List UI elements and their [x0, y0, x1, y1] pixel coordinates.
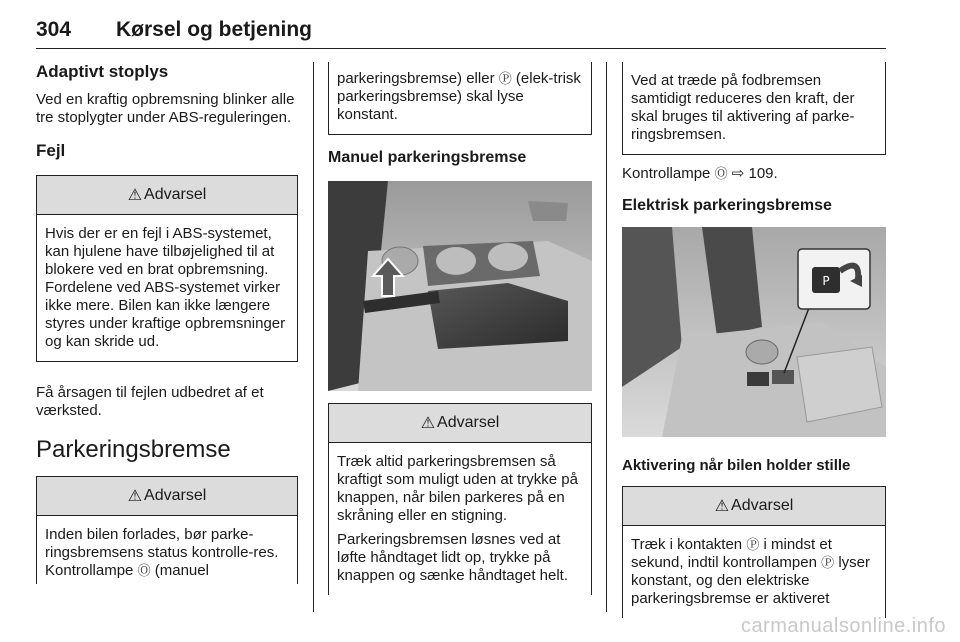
warning-triangle-icon: ⚠ [420, 415, 436, 432]
brake-warning-lamp-icon: Ⓞ [714, 166, 728, 181]
warning-title: Advarsel [144, 487, 207, 504]
warning-title: Advarsel [144, 186, 207, 203]
page-reference-arrow-icon: ⇨ [731, 165, 745, 182]
parking-brake-lamp-icon: Ⓟ [746, 537, 760, 552]
column-3 [622, 62, 886, 618]
heading-fault: Fejl [36, 141, 66, 160]
watermark: carmanualsonline.info [740, 615, 946, 637]
page-number: 304 [36, 18, 72, 41]
warning-box-manual-brake [328, 403, 592, 595]
warning-box-continued [328, 62, 592, 135]
warning-body: Hvis der er en fejl i ABS-systemet, kan hjulene have tilbøjelighed til at blokere ved en brat opbremsning. Fordelene ved ABS-systemet virker ikke mere. Bilen kan ikke længere styres under kraftige opbremsninger og kan skride ud. [45, 225, 286, 350]
paragraph-indicator-ref: Kontrollampe Ⓞ ⇨ 109. [622, 165, 778, 182]
electric-brake-switch-illustration [622, 227, 886, 437]
heading-parking-brake: Parkeringsbremse [36, 436, 231, 463]
parking-switch-symbol-icon: P [822, 274, 830, 288]
warning-title: Advarsel [437, 414, 500, 431]
warning-body: Inden bilen forlades, bør parke-ringsbremsens status kontrolle-res. Kontrollampe Ⓞ (manuel [45, 526, 279, 579]
warning-title: Advarsel [731, 497, 794, 514]
warning-body: Ved at træde på fodbremsen samtidigt reduceres den kraft, der skal bruges til aktivering af parke-ringsbremsen. [631, 72, 855, 143]
page-header [36, 12, 886, 49]
warning-header [37, 477, 297, 516]
warning-body: parkeringsbremse) eller Ⓟ (elek-trisk parkeringsbremse) skal lyse konstant. [337, 70, 581, 123]
warning-box-parking-check [36, 476, 298, 584]
warning-box-continued [622, 62, 886, 155]
column-1 [36, 62, 298, 584]
heading-manual-parking-brake: Manuel parkeringsbremse [328, 149, 527, 166]
warning-header [329, 404, 591, 443]
warning-header [37, 176, 297, 215]
column-2 [328, 62, 592, 595]
warning-triangle-icon: ⚠ [127, 488, 143, 505]
paragraph-adaptive: Ved en kraftig opbremsning blinker alle tre stoplygter under ABS-reguleringen. [36, 91, 295, 126]
warning-triangle-icon: ⚠ [714, 498, 730, 515]
warning-header [623, 487, 885, 526]
manual-handbrake-illustration [328, 181, 592, 391]
warning-triangle-icon: ⚠ [127, 187, 143, 204]
brake-warning-lamp-icon: Ⓞ [137, 563, 151, 578]
heading-activation-standstill: Aktivering når bilen holder stille [622, 457, 851, 474]
warning-box-abs [36, 175, 298, 362]
column-divider [606, 62, 607, 612]
heading-electric-parking-brake: Elektrisk parkeringsbremse [622, 197, 832, 214]
column-divider [313, 62, 314, 612]
electric-brake-photo [622, 227, 886, 437]
parking-brake-lamp-icon: Ⓟ [498, 71, 512, 86]
warning-box-electric-brake [622, 486, 886, 618]
manual-brake-photo [328, 181, 592, 391]
warning-body: Træk i kontakten Ⓟ i mindst et sekund, indtil kontrollampen Ⓟ lyser konstant, og den elektriske parkeringsbremse er aktiveret [631, 536, 870, 607]
page-title: Kørsel og betjening [116, 18, 313, 41]
parking-brake-lamp-icon: Ⓟ [821, 555, 835, 570]
paragraph-cause: Få årsagen til fejlen udbedret af et værksted. [36, 384, 264, 419]
warning-body: Træk altid parkeringsbremsen så kraftigt som muligt uden at trykke på knappen, når bilen parkeres på en skråning eller en stigning. Parkeringsbremsen løsnes ved at løfte håndtaget lidt op, trykke på knappen og sænke håndtaget helt. [337, 453, 578, 584]
heading-adaptive-brake-light: Adaptivt stoplys [36, 62, 169, 81]
